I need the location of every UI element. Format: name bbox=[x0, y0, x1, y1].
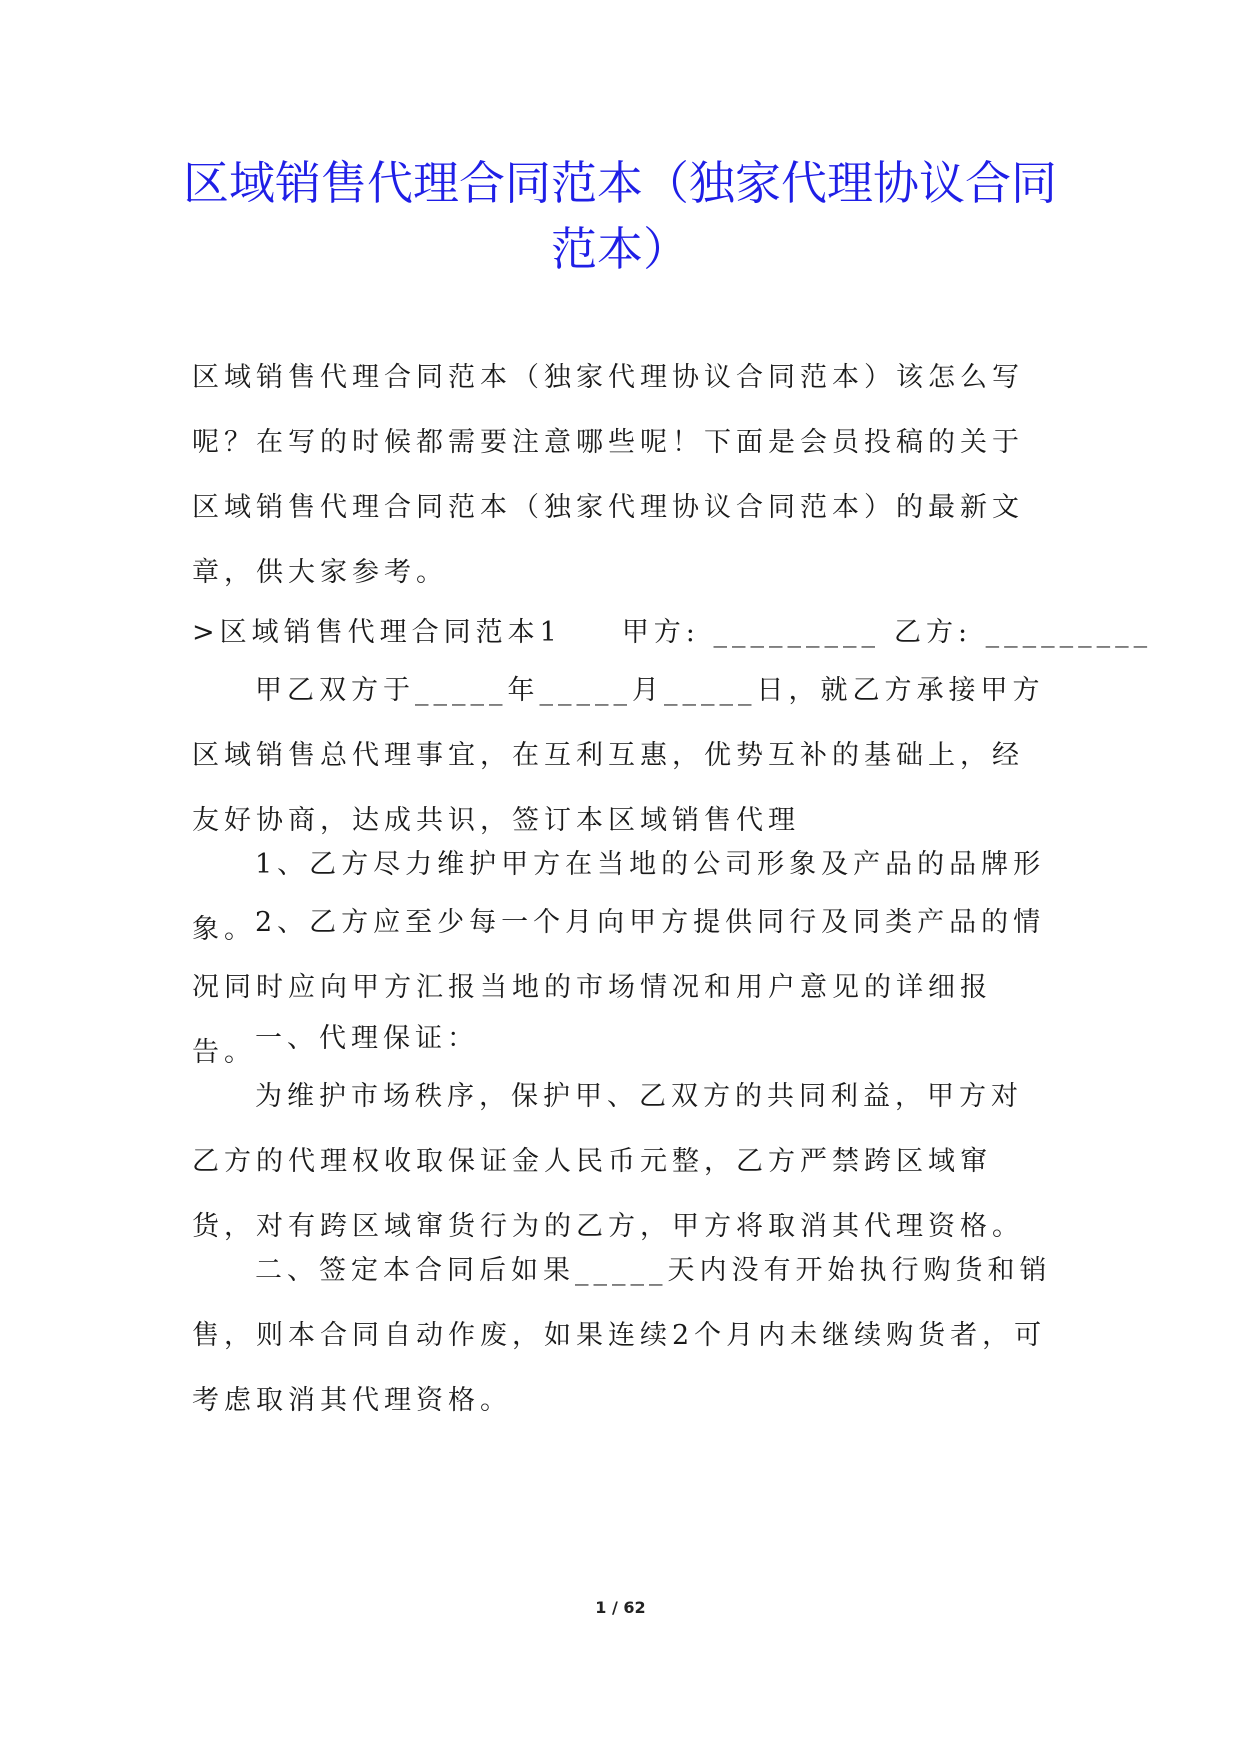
section-heading: >区域销售代理合同范本1 bbox=[192, 617, 562, 648]
document-title: 区域销售代理合同范本（独家代理协议合同范本） bbox=[183, 156, 1057, 276]
contract-paragraph: 为维护市场秩序，保护甲、乙双方的共同利益，甲方对乙方的代理权收取保证金人民币元整，乙方严禁跨区域窜货，对有跨区域窜货行为的乙方，甲方将取消其代理资格。 bbox=[192, 1081, 1024, 1242]
party-b-field: 乙方: _________ bbox=[894, 617, 1153, 648]
contract-paragraph: 二、签定本合同后如果_____天内没有开始执行购货和销售，则本合同自动作废，如果连续2个月内未继续购货者，可考虑取消其代理资格。 bbox=[192, 1255, 1052, 1416]
intro-paragraph: 区域销售代理合同范本（独家代理协议合同范本）该怎么写呢？在写的时候都需要注意哪些呢！下面是会员投稿的关于区域销售代理合同范本（独家代理协议合同范本）的最新文章，供大家参考。 bbox=[192, 362, 1024, 588]
contract-paragraph: 2、乙方应至少每一个月向甲方提供同行及同类产品的情况同时应向甲方汇报当地的市场情况和用户意见的详细报告。 bbox=[192, 907, 1046, 1068]
section-heading-row bbox=[192, 600, 1153, 665]
party-a-field: 甲方: _________ bbox=[621, 617, 880, 648]
page-number: 1 / 62 bbox=[595, 1598, 646, 1617]
contract-paragraph: 1、乙方尽力维护甲方在当地的公司形象及产品的品牌形象。 bbox=[192, 849, 1046, 945]
contract-paragraph: 甲乙双方于_____年_____月_____日，就乙方承接甲方区域销售总代理事宜，在互利互惠，优势互补的基础上，经友好协商，达成共识，签订本区域销售代理 bbox=[192, 675, 1045, 836]
contract-section-heading: 一、代理保证： bbox=[255, 1023, 479, 1054]
